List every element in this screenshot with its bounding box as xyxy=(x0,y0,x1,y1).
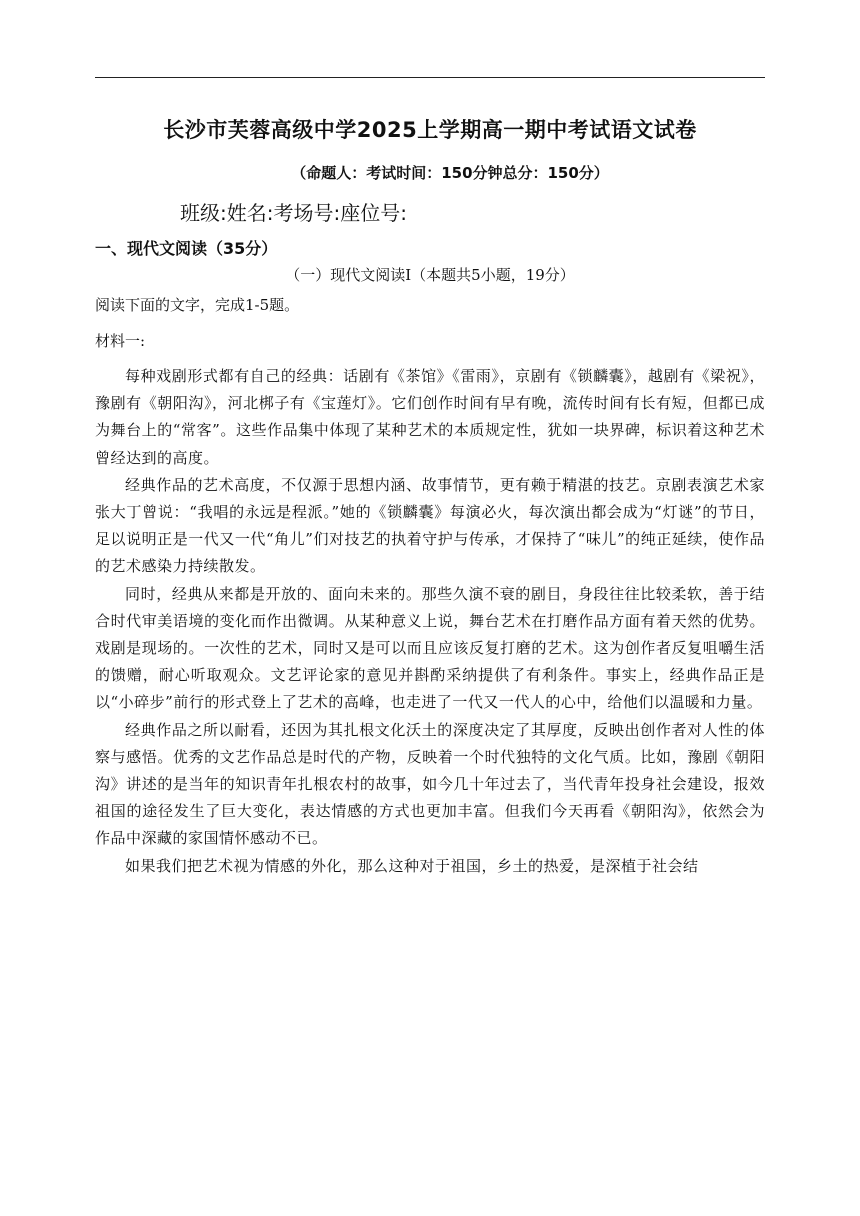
passage-paragraph: 每种戏剧形式都有自己的经典：话剧有《茶馆》《雷雨》，京剧有《锁麟囊》，越剧有《梁祝》，豫剧有《朝阳沟》，河北梆子有《宝莲灯》。它们创作时间有早有晚，流传时间有长有短，但都已成为舞台上的“常客”。这些作品集中体现了某种艺术的本质规定性，犹如一块界碑，标识着这种艺术曾经达到的高度。 xyxy=(95,367,765,467)
exam-info: （命题人：考试时间：150分钟总分：150分） xyxy=(291,164,609,182)
material-label: 材料一: xyxy=(95,332,146,350)
reading-passage xyxy=(95,363,765,880)
exam-room-field: 考场号: xyxy=(273,201,341,225)
passage-paragraph: 如果我们把艺术视为情感的外化，那么这种对于祖国，乡土的热爱，是深植于社会结 xyxy=(125,856,699,875)
reading-instruction: 阅读下面的文字，完成1-5题。 xyxy=(95,296,300,314)
passage-paragraph: 同时，经典从来都是开放的、面向未来的。那些久演不衰的剧目，身段往往比较柔软，善于结合时代审美语境的变化而作出微调。从某种意义上说，舞台艺术在打磨作品方面有着天然的优势。戏剧是现场的。一次性的艺术，同时又是可以而且应该反复打磨的艺术。这为创作者反复咀嚼生活的馈赠，耐心听取观众。文艺评论家的意见并斟酌采纳提供了有利条件。事实上，经典作品正是以“小碎步”前行的形式登上了艺术的高峰，也走进了一代又一代人的心中，给他们以温暖和力量。 xyxy=(95,584,765,712)
passage-paragraph: 经典作品的艺术高度，不仅源于思想内涵、故事情节，更有赖于精湛的技艺。京剧表演艺术家张大丁曾说：“我唱的永远是程派。”她的《锁麟囊》每演必火，每次演出都会成为“灯谜”的节日，足以说明正是一代又一代“角儿”们对技艺的执着守护与传承，才保持了“味儿”的纯正延续，使作品的艺术感染力持续散发。 xyxy=(95,475,765,576)
section-heading: 一、现代文阅读（35分） xyxy=(95,239,278,258)
student-fields xyxy=(180,197,407,226)
header-rule xyxy=(95,77,765,78)
name-field: 姓名: xyxy=(226,201,274,225)
seat-number-field: 座位号: xyxy=(340,201,407,225)
exam-title: 长沙市芙蓉高级中学2025上学期高一期中考试语文试卷 xyxy=(163,118,697,142)
class-field: 班级: xyxy=(180,201,227,225)
subsection-heading: （一）现代文阅读Ⅰ（本题共5小题，19分） xyxy=(285,266,575,284)
passage-paragraph: 经典作品之所以耐看，还因为其扎根文化沃土的深度决定了其厚度，反映出创作者对人性的体察与感悟。优秀的文艺作品总是时代的产物，反映着一个时代独特的文化气质。比如，豫剧《朝阳沟》讲述的是当年的知识青年扎根农村的故事，如今几十年过去了，当代青年投身社会建设，报效祖国的途径发生了巨大变化，表达情感的方式也更加丰富。但我们今天再看《朝阳沟》，依然会为作品中深藏的家国情怀感动不已。 xyxy=(95,720,765,848)
